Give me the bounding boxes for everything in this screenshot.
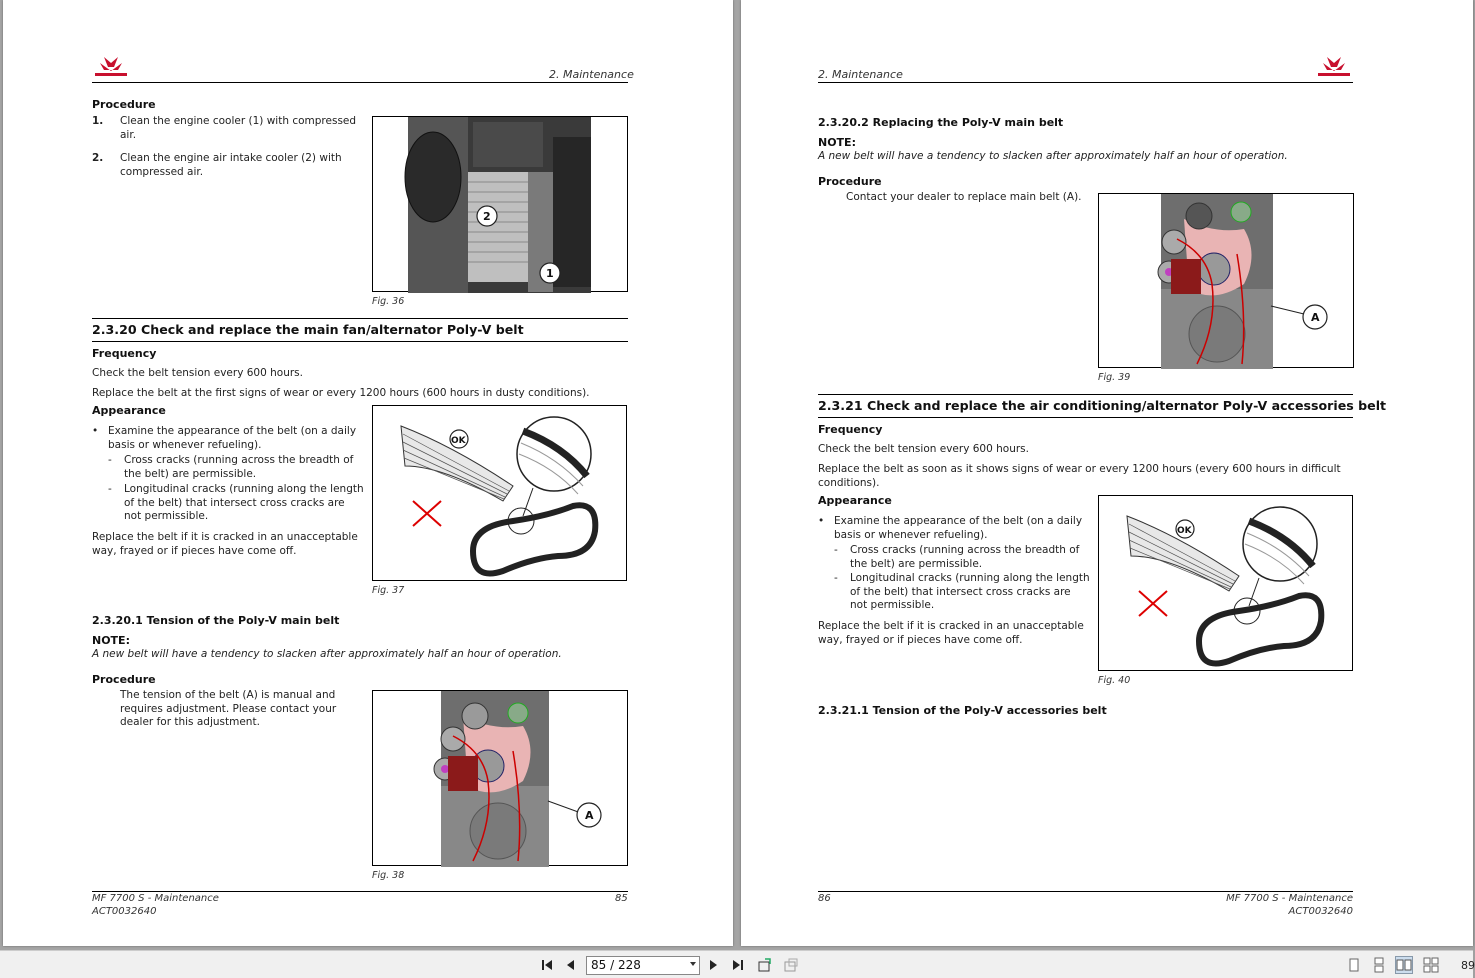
massey-ferguson-logo — [1315, 57, 1353, 79]
prev-view-icon[interactable] — [756, 956, 774, 974]
callout-1 — [540, 263, 560, 283]
callout-a — [1303, 305, 1327, 329]
figure-37-belt-appearance — [372, 405, 627, 581]
running-header: 2. Maintenance — [818, 68, 903, 81]
figure-caption: Fig. 37 — [372, 585, 405, 596]
appearance-heading: Appearance — [818, 494, 892, 507]
svg-text:2: 2 — [483, 210, 491, 223]
step-text: Clean the engine cooler (1) with compressed air. — [120, 115, 357, 141]
svg-text:A: A — [585, 809, 594, 822]
page-86 — [741, 0, 1473, 946]
svg-text:OK: OK — [451, 436, 466, 446]
header-rule — [92, 82, 628, 83]
dash-marker: - — [108, 454, 112, 466]
svg-text:1: 1 — [546, 267, 554, 280]
bullet-text: Examine the appearance of the belt (on a daily basis or whenever refueling). — [108, 425, 357, 451]
subsection-title: 2.3.20.2 Replacing the Poly-V main belt — [818, 116, 1064, 129]
first-page-icon[interactable] — [538, 956, 556, 974]
section-rule-bottom — [92, 341, 628, 342]
frequency-text: Replace the belt as soon as it shows signs of wear or every 1200 hours (every 600 hours in difficult conditions). — [818, 463, 1341, 489]
figure-caption: Fig. 38 — [372, 870, 405, 881]
dash-marker: - — [108, 483, 112, 495]
page-85 — [3, 0, 733, 946]
prev-page-icon[interactable] — [562, 956, 580, 974]
step-text: Clean the engine air intake cooler (2) with compressed air. — [120, 152, 342, 178]
svg-text:A: A — [1311, 311, 1320, 324]
zoom-readout[interactable]: 89 — [1461, 959, 1475, 972]
dash-text: Cross cracks (running across the breadth of the belt) are permissible. — [124, 454, 354, 480]
dash-marker: - — [834, 544, 838, 556]
procedure-text: The tension of the belt (A) is manual and requires adjustment. Please contact your dealer for this adjustment. — [120, 689, 337, 728]
continuous-icon[interactable] — [1370, 956, 1388, 974]
figure-caption: Fig. 40 — [1098, 675, 1131, 686]
figure-caption: Fig. 39 — [1098, 372, 1131, 383]
step-number: 2. — [92, 152, 104, 164]
figure-38-engine-belt — [372, 690, 628, 866]
massey-ferguson-logo — [92, 57, 130, 79]
subsection-title: 2.3.21.1 Tension of the Poly-V accessories belt — [818, 704, 1107, 717]
footer-rule — [818, 891, 1353, 892]
replace-text: Replace the belt if it is cracked in an unacceptable way, frayed or if pieces have come off. — [818, 620, 1084, 646]
procedure-heading: Procedure — [818, 175, 882, 188]
not-ok-cross — [413, 501, 441, 526]
note-label: NOTE: — [92, 634, 130, 647]
subsection-title: 2.3.20.1 Tension of the Poly-V main belt — [92, 614, 340, 627]
bullet-marker: • — [818, 515, 825, 527]
section-rule-top — [818, 394, 1353, 395]
page-number: 85 — [615, 893, 628, 904]
section-rule-bottom — [818, 417, 1353, 418]
appearance-heading: Appearance — [92, 404, 166, 417]
next-view-icon[interactable] — [782, 956, 800, 974]
viewer-toolbar — [0, 950, 1473, 978]
bullet-marker: • — [92, 425, 99, 437]
procedure-text: Contact your dealer to replace main belt (A). — [846, 191, 1082, 203]
chevron-down-icon — [690, 962, 696, 966]
dash-text: Cross cracks (running across the breadth of the belt) are permissible. — [850, 544, 1080, 570]
figure-40-belt-appearance — [1098, 495, 1353, 671]
dash-marker: - — [834, 572, 838, 584]
header-rule — [818, 82, 1353, 83]
callout-a — [577, 803, 601, 827]
note-label: NOTE: — [818, 136, 856, 149]
facing-icon[interactable] — [1395, 956, 1413, 974]
frequency-text: Replace the belt at the first signs of wear or every 1200 hours (600 hours in dusty conditions). — [92, 387, 590, 399]
section-title: 2.3.21 Check and replace the air conditioning/alternator Poly-V accessories belt — [818, 398, 1387, 413]
bullet-text: Examine the appearance of the belt (on a daily basis or whenever refueling). — [834, 515, 1083, 541]
footer-rule — [92, 891, 628, 892]
not-ok-cross — [1139, 591, 1167, 616]
page-number: 86 — [818, 893, 831, 904]
continuous-facing-icon[interactable] — [1422, 956, 1440, 974]
frequency-heading: Frequency — [92, 347, 157, 360]
last-page-icon[interactable] — [729, 956, 747, 974]
dash-text: Longitudinal cracks (running along the length of the belt) that intersect cross cracks are not permissible. — [124, 483, 364, 522]
procedure-heading: Procedure — [92, 673, 156, 686]
ok-label — [1176, 520, 1194, 538]
section-title: 2.3.20 Check and replace the main fan/alternator Poly-V belt — [92, 322, 524, 337]
note-text: A new belt will have a tendency to slacken after approximately half an hour of operation. — [92, 648, 562, 660]
next-page-icon[interactable] — [704, 956, 722, 974]
note-text: A new belt will have a tendency to slacken after approximately half an hour of operation. — [818, 150, 1288, 162]
procedure-heading: Procedure — [92, 98, 156, 111]
step-number: 1. — [92, 115, 104, 127]
svg-text:OK: OK — [1177, 526, 1192, 536]
figure-36-engine-cooler — [372, 116, 628, 292]
footer-left: MF 7700 S - Maintenance ACT0032640 — [92, 893, 219, 917]
figure-caption: Fig. 36 — [372, 296, 405, 307]
ok-label — [450, 430, 468, 448]
frequency-text: Check the belt tension every 600 hours. — [818, 443, 1029, 455]
callout-2 — [477, 206, 497, 226]
frequency-heading: Frequency — [818, 423, 883, 436]
single-page-icon[interactable] — [1345, 956, 1363, 974]
footer-right: MF 7700 S - Maintenance ACT0032640 — [1226, 893, 1353, 917]
section-rule-top — [92, 318, 628, 319]
frequency-text: Check the belt tension every 600 hours. — [92, 367, 303, 379]
replace-text: Replace the belt if it is cracked in an unacceptable way, frayed or if pieces have come off. — [92, 531, 358, 557]
dash-text: Longitudinal cracks (running along the length of the belt) that intersect cross cracks are not permissible. — [850, 572, 1090, 611]
figure-39-engine-belt — [1098, 193, 1354, 368]
running-header: 2. Maintenance — [549, 68, 634, 81]
page-number-select[interactable]: 85 / 228 — [586, 956, 700, 975]
